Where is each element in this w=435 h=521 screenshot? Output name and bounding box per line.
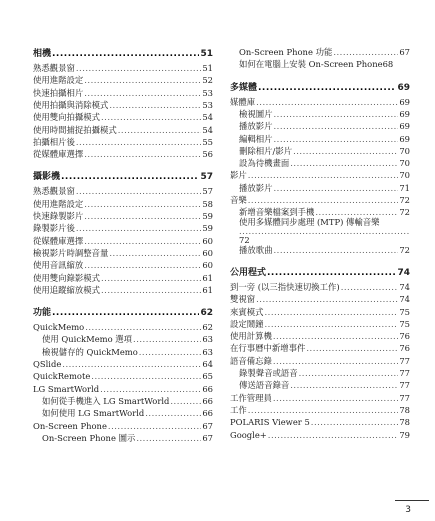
dot-leader bbox=[84, 150, 201, 159]
dot-leader bbox=[273, 394, 398, 403]
toc-subentry bbox=[33, 394, 213, 406]
toc-entry bbox=[230, 95, 410, 107]
dot-leader bbox=[311, 418, 399, 427]
toc-page-number: 68 bbox=[382, 59, 394, 70]
toc-entry-title: 使用時間捕捉拍攝模式 bbox=[33, 124, 117, 135]
toc-entry bbox=[230, 292, 410, 304]
toc-subentry bbox=[33, 332, 213, 344]
toc-page-number: 69 bbox=[399, 121, 410, 132]
toc-entry-title: 使用追蹤縮放模式 bbox=[33, 284, 100, 295]
toc-entry bbox=[230, 280, 410, 292]
toc-section-heading bbox=[33, 168, 213, 182]
toc-entry bbox=[33, 271, 213, 283]
toc-page-number: 72 bbox=[399, 244, 410, 255]
dot-leader bbox=[239, 227, 409, 236]
dot-leader bbox=[84, 212, 201, 221]
toc-page-number: 65 bbox=[202, 371, 213, 382]
toc-entry bbox=[230, 317, 410, 329]
dot-leader bbox=[52, 309, 199, 318]
toc-entry-title: LG SmartWorld bbox=[33, 383, 100, 394]
toc-page-number: 74 bbox=[399, 294, 410, 305]
toc-entry bbox=[33, 209, 213, 221]
toc-entry bbox=[33, 320, 213, 332]
dot-leader bbox=[274, 246, 399, 255]
toc-entry-title: 播放歌曲 bbox=[239, 244, 273, 255]
toc-page-number: 71 bbox=[399, 182, 410, 193]
dot-leader bbox=[306, 344, 398, 353]
dot-leader bbox=[299, 369, 399, 378]
toc-entry bbox=[33, 61, 213, 73]
toc-page-number: 66 bbox=[202, 383, 213, 394]
toc-entry bbox=[230, 354, 410, 366]
toc-entry-title: 語音備忘錄 bbox=[230, 355, 272, 366]
dot-leader bbox=[145, 409, 201, 418]
toc-entry-title: 傳送語音錄音 bbox=[239, 380, 290, 391]
dot-leader bbox=[268, 431, 399, 440]
dot-leader bbox=[256, 98, 398, 107]
toc-section-heading bbox=[230, 79, 410, 93]
toc-page-number: 62 bbox=[202, 322, 213, 333]
page-number-rule bbox=[395, 500, 429, 501]
dot-leader bbox=[85, 323, 201, 332]
toc-entry bbox=[230, 193, 410, 205]
toc-entry-title: 錄製聲音或語音 bbox=[239, 368, 298, 378]
toc-page-number: 70 bbox=[399, 145, 410, 156]
toc-entry-title: 設為待機畫面 bbox=[239, 158, 290, 169]
dot-leader bbox=[274, 135, 399, 144]
toc-entry bbox=[33, 123, 213, 135]
toc-entry-title: 使用雙向拍攝模式 bbox=[33, 112, 100, 123]
toc-entry-title: 影片 bbox=[230, 170, 247, 181]
toc-page-number: 74 bbox=[399, 281, 410, 292]
toc-subentry bbox=[230, 132, 410, 144]
toc-entry-title: 快速拍攝相片 bbox=[33, 87, 84, 98]
toc-entry-title: 使用進階設定 bbox=[33, 198, 84, 209]
toc-entry-title: 錄製影片後 bbox=[33, 223, 75, 234]
dot-leader bbox=[118, 126, 202, 135]
toc-page-number: 52 bbox=[202, 75, 213, 86]
toc-entry bbox=[33, 419, 213, 431]
dot-leader bbox=[84, 237, 201, 246]
toc-page-number: 77 bbox=[399, 355, 410, 366]
toc-entry bbox=[33, 369, 213, 381]
dot-leader bbox=[101, 113, 201, 122]
toc-page-number: 61 bbox=[202, 272, 213, 283]
toc-entry bbox=[33, 234, 213, 246]
dot-leader bbox=[267, 269, 396, 278]
toc-section-heading bbox=[230, 264, 410, 278]
toc-page-number: 58 bbox=[202, 198, 213, 209]
toc-subentry bbox=[230, 119, 410, 131]
toc-page-number: 77 bbox=[399, 368, 410, 378]
dot-leader bbox=[333, 48, 398, 57]
toc-subentry bbox=[230, 205, 410, 217]
toc-page-number: 62 bbox=[200, 308, 213, 319]
toc-entry bbox=[230, 391, 410, 403]
toc-entry bbox=[33, 246, 213, 258]
toc-entry-title: 編輯相片 bbox=[239, 133, 273, 144]
toc-page-number: 76 bbox=[399, 331, 410, 342]
toc-subentry bbox=[33, 345, 213, 357]
dot-leader bbox=[109, 101, 201, 110]
toc-entry-title: 相機 bbox=[33, 49, 52, 59]
dot-leader bbox=[341, 283, 399, 292]
toc-entry-title: POLARIS Viewer 5 bbox=[230, 417, 310, 428]
toc-subentry bbox=[230, 378, 410, 390]
toc-page-number: 60 bbox=[202, 247, 213, 258]
toc-page-number: 66 bbox=[202, 408, 213, 419]
toc-entry-title: 設定鬧鐘 bbox=[230, 318, 264, 329]
toc-entry bbox=[33, 283, 213, 295]
dot-leader bbox=[133, 335, 201, 344]
dot-leader bbox=[84, 261, 201, 270]
toc-page-number: 72 bbox=[239, 234, 250, 245]
dot-leader bbox=[84, 89, 201, 98]
toc-entry-title: On-Screen Phone 功能 bbox=[239, 47, 333, 57]
toc-entry-title: 使用雙向錄影模式 bbox=[33, 272, 100, 283]
toc-entry-title: 播放影片 bbox=[239, 182, 273, 193]
dot-leader bbox=[109, 249, 201, 258]
toc-subentry bbox=[230, 243, 410, 255]
toc-page-number: 77 bbox=[399, 392, 410, 403]
toc-subentry bbox=[33, 431, 213, 443]
dot-leader bbox=[91, 372, 201, 381]
toc-entry bbox=[230, 329, 410, 341]
toc-entry-title: 在行事曆中新增事件 bbox=[230, 343, 306, 354]
toc-page-number: 67 bbox=[202, 432, 213, 443]
toc-page-number: 66 bbox=[202, 395, 213, 406]
page-number: 3 bbox=[405, 505, 411, 515]
toc-entry-title: 檢視圖片 bbox=[239, 108, 273, 119]
dot-leader bbox=[290, 381, 398, 390]
toc-entry-title: QuickMemo bbox=[33, 322, 85, 333]
dot-leader bbox=[274, 184, 399, 193]
toc-entry-title: 音樂 bbox=[230, 195, 247, 205]
toc-entry-title: 到一旁 (以三指快速切換工作) bbox=[230, 281, 340, 292]
toc-page-number: 69 bbox=[399, 108, 410, 119]
toc-entry-title: 如何使用 LG SmartWorld bbox=[42, 408, 145, 419]
toc-entry-title: 功能 bbox=[33, 308, 52, 319]
dot-leader bbox=[265, 320, 399, 329]
dot-leader bbox=[76, 64, 201, 73]
toc-page-number: 77 bbox=[399, 380, 410, 391]
dot-leader bbox=[248, 406, 399, 415]
toc-entry-title: 來賓模式 bbox=[230, 306, 264, 317]
dot-leader bbox=[76, 138, 201, 147]
toc-page-number: 74 bbox=[397, 267, 410, 278]
dot-leader bbox=[315, 208, 398, 217]
toc-subentry bbox=[230, 366, 410, 378]
toc-entry-title: 從媒體庫選擇 bbox=[33, 235, 84, 246]
toc-entry bbox=[33, 221, 213, 233]
dot-leader bbox=[274, 122, 399, 131]
dot-leader bbox=[61, 173, 199, 182]
toc-entry-title: 使用進階設定 bbox=[33, 75, 84, 86]
toc-entry bbox=[33, 110, 213, 122]
toc-page-number: 53 bbox=[202, 87, 213, 98]
dot-leader bbox=[273, 332, 398, 341]
toc-entry-title: 使用拍攝與消除模式 bbox=[33, 99, 109, 110]
toc-entry-title: 檢視儲存的 QuickMemo bbox=[42, 346, 138, 357]
toc-page-number: 79 bbox=[399, 429, 410, 440]
dot-leader bbox=[273, 357, 398, 366]
toc-subentry bbox=[230, 107, 410, 119]
toc-page-number: 67 bbox=[202, 420, 213, 431]
toc-page-number: 69 bbox=[399, 133, 410, 144]
dot-leader bbox=[52, 50, 199, 59]
toc-entry-title: QSlide bbox=[33, 359, 62, 369]
toc-entry-title: 多媒體 bbox=[230, 82, 258, 93]
toc-page-number: 69 bbox=[399, 96, 410, 107]
dot-leader bbox=[248, 171, 399, 180]
dot-leader bbox=[265, 308, 399, 317]
toc-entry-title: 播放影片 bbox=[239, 121, 273, 132]
dot-leader bbox=[170, 397, 201, 406]
dot-leader bbox=[101, 274, 201, 283]
toc-subentry bbox=[230, 45, 410, 57]
toc-page-number: 76 bbox=[399, 343, 410, 354]
toc-page-number: 72 bbox=[399, 195, 410, 205]
toc-page-number: 67 bbox=[399, 47, 410, 57]
toc-page-number: 63 bbox=[202, 346, 213, 357]
toc-entry bbox=[230, 341, 410, 353]
toc-page-number: 75 bbox=[399, 318, 410, 329]
toc-subentry bbox=[230, 216, 410, 245]
dot-leader bbox=[62, 360, 201, 369]
dot-leader bbox=[76, 187, 201, 196]
toc-entry bbox=[33, 135, 213, 147]
dot-leader bbox=[136, 434, 201, 443]
dot-leader bbox=[290, 159, 398, 168]
dot-leader bbox=[76, 224, 201, 233]
toc-page-number: 60 bbox=[202, 260, 213, 271]
dot-leader bbox=[139, 348, 202, 357]
toc-page-number: 60 bbox=[202, 235, 213, 246]
dot-leader bbox=[248, 196, 399, 205]
dot-leader bbox=[293, 147, 398, 156]
toc-page-number: 63 bbox=[202, 334, 213, 345]
toc-entry-title: On-Screen Phone bbox=[33, 420, 107, 431]
toc-page-number: 53 bbox=[202, 99, 213, 110]
toc-page-number: 54 bbox=[202, 124, 213, 135]
toc-subentry bbox=[33, 406, 213, 418]
toc-page-number: 59 bbox=[202, 223, 213, 234]
toc-entry bbox=[230, 415, 410, 427]
toc-entry bbox=[230, 428, 410, 440]
toc-page-number: 70 bbox=[399, 170, 410, 181]
toc-section-heading bbox=[33, 304, 213, 318]
toc-entry bbox=[33, 73, 213, 85]
toc-entry-title: QuickRemote bbox=[33, 371, 91, 382]
dot-leader bbox=[100, 385, 201, 394]
toc-entry bbox=[230, 168, 410, 180]
dot-leader bbox=[84, 76, 201, 85]
dot-leader bbox=[256, 295, 398, 304]
toc-entry-title: Google+ bbox=[230, 429, 267, 440]
toc-page-number: 54 bbox=[202, 112, 213, 123]
toc-entry bbox=[33, 258, 213, 270]
toc-entry bbox=[33, 184, 213, 196]
toc-entry-title: 公用程式 bbox=[230, 267, 267, 278]
toc-section-heading bbox=[33, 45, 213, 59]
toc-entry-title: 雙視窗 bbox=[230, 294, 256, 305]
toc-subentry bbox=[230, 156, 410, 168]
toc-entry bbox=[33, 357, 213, 369]
toc-page-number: 70 bbox=[399, 158, 410, 169]
toc-entry-title: 熟悉觀景窗 bbox=[33, 63, 75, 73]
toc-entry-title: 刪除相片/影片 bbox=[239, 145, 293, 156]
toc-entry-title: 從媒體庫選擇 bbox=[33, 149, 84, 160]
toc-entry-title: 工作管理員 bbox=[230, 392, 272, 403]
dot-leader bbox=[258, 84, 396, 93]
dot-leader bbox=[108, 422, 201, 431]
toc-entry-title: 使用計算機 bbox=[230, 331, 272, 342]
toc-page-number: 78 bbox=[399, 417, 410, 428]
dot-leader bbox=[101, 286, 201, 295]
toc-entry bbox=[33, 86, 213, 98]
toc-page-number: 59 bbox=[202, 211, 213, 221]
toc-entry-title: 快速錄製影片 bbox=[33, 211, 84, 221]
toc-entry-title: 媒體庫 bbox=[230, 96, 256, 107]
dot-leader bbox=[274, 110, 399, 119]
toc-page-number: 57 bbox=[202, 186, 213, 197]
toc-entry-title: 攝影機 bbox=[33, 172, 61, 183]
toc-entry-title: 檢視影片時調整音量 bbox=[33, 247, 109, 258]
toc-entry-title: On-Screen Phone 圖示 bbox=[42, 432, 136, 443]
toc-page-number: 57 bbox=[200, 172, 213, 183]
toc-entry-title: 使用多媒體同步處理 (MTP) 傳輸音樂 bbox=[239, 216, 380, 227]
toc-page-number: 55 bbox=[202, 136, 213, 147]
toc-entry bbox=[230, 403, 410, 415]
toc-page-number: 51 bbox=[202, 63, 213, 73]
toc-entry bbox=[33, 98, 213, 110]
toc-entry-title: 新增音樂檔案到手機 bbox=[239, 207, 315, 218]
toc-entry-title: 熟悉觀景窗 bbox=[33, 186, 75, 197]
toc-page-number: 56 bbox=[202, 149, 213, 160]
toc-page-number: 64 bbox=[202, 359, 213, 369]
toc-subentry bbox=[230, 181, 410, 193]
toc-entry bbox=[33, 382, 213, 394]
toc-page-number: 75 bbox=[399, 306, 410, 317]
toc-page-number: 78 bbox=[399, 404, 410, 415]
toc-page-number: 61 bbox=[202, 284, 213, 295]
toc-entry-title: 拍攝相片後 bbox=[33, 136, 75, 147]
toc-entry bbox=[230, 305, 410, 317]
toc-page-number: 69 bbox=[397, 82, 410, 93]
dot-leader bbox=[84, 200, 201, 209]
toc-page-number: 72 bbox=[399, 207, 410, 218]
toc-entry bbox=[33, 147, 213, 159]
toc-entry-title: 使用 QuickMemo 選項 bbox=[42, 334, 133, 345]
toc-entry-title: 如何在電腦上安裝 On-Screen Phone bbox=[239, 59, 383, 70]
toc-subentry bbox=[230, 57, 410, 69]
toc-entry-title: 如何從手機進入 LG SmartWorld bbox=[42, 395, 170, 406]
toc-entry-title: 使用音訊縮放 bbox=[33, 260, 84, 271]
toc-subentry bbox=[230, 144, 410, 156]
toc-page-number: 51 bbox=[200, 49, 213, 59]
toc-entry-title: 工作 bbox=[230, 404, 247, 415]
toc-entry bbox=[33, 197, 213, 209]
